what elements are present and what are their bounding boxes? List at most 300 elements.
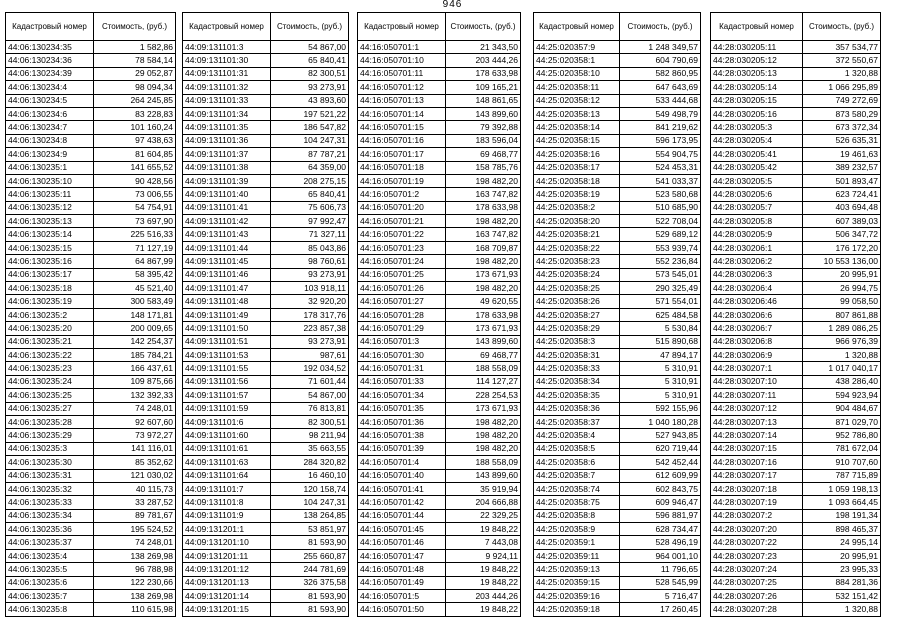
cadastral-number: 44:09:131101:40: [183, 188, 271, 201]
cadastral-number: 44:06:130235:15: [6, 241, 94, 254]
cadastral-number: 44:09:131101:32: [183, 81, 271, 94]
cost-value: 132 392,33: [94, 389, 176, 402]
cost-value: 178 633,98: [446, 67, 521, 80]
table-row: [534, 389, 701, 402]
cost-value: 5 310,91: [620, 375, 701, 388]
table-row: [358, 268, 521, 281]
cadastral-number: 44:25:020358:20: [534, 215, 620, 228]
table-row: [711, 201, 881, 214]
cost-value: 71 327,11: [271, 228, 349, 241]
cost-value: 604 790,69: [620, 54, 701, 67]
cadastral-number: 44:16:050701:44: [358, 509, 446, 522]
cost-value: 93 273,91: [271, 335, 349, 348]
cost-value: 571 554,01: [620, 295, 701, 308]
cadastral-number: 44:09:131101:34: [183, 107, 271, 120]
cadastral-number: 44:09:131101:36: [183, 134, 271, 147]
cadastral-number: 44:06:130235:5: [6, 563, 94, 576]
cost-value: 290 325,49: [620, 282, 701, 295]
table-row: [358, 576, 521, 589]
table-row: [711, 148, 881, 161]
cost-value: 527 943,85: [620, 429, 701, 442]
cadastral-number: 44:28:030207:22: [711, 536, 803, 549]
cadastral-number: 44:06:130234:36: [6, 54, 94, 67]
cost-value: 104 247,31: [271, 134, 349, 147]
header-cost: Стоимость, (руб.): [94, 13, 176, 41]
cost-value: 438 286,40: [803, 375, 881, 388]
table-row: [711, 335, 881, 348]
cost-value: 987,61: [271, 348, 349, 361]
cadastral-number: 44:06:130235:29: [6, 429, 94, 442]
cost-value: 552 236,84: [620, 255, 701, 268]
cost-value: 19 848,22: [446, 603, 521, 616]
table-row: [711, 161, 881, 174]
cadastral-number: 44:25:020358:23: [534, 255, 620, 268]
table-row: [711, 215, 881, 228]
table-row: [358, 241, 521, 254]
cost-value: 185 784,21: [94, 348, 176, 361]
cost-value: 35 919,94: [446, 482, 521, 495]
table-row: [534, 241, 701, 254]
table-row: [711, 67, 881, 80]
cadastral-number: 44:28:030206:6: [711, 308, 803, 321]
table-row: [358, 563, 521, 576]
cadastral-number: 44:28:030207:24: [711, 563, 803, 576]
table-row: [6, 241, 176, 254]
cost-value: 1 059 198,13: [803, 482, 881, 495]
cadastral-number: 44:25:020358:22: [534, 241, 620, 254]
cost-value: 195 524,52: [94, 523, 176, 536]
cost-value: 148 861,65: [446, 94, 521, 107]
table-row: [711, 536, 881, 549]
cost-value: 120 158,74: [271, 482, 349, 495]
cost-value: 138 269,98: [94, 590, 176, 603]
cadastral-number: 44:25:020358:12: [534, 94, 620, 107]
cost-value: 952 786,80: [803, 429, 881, 442]
cadastral-number: 44:16:050701:42: [358, 496, 446, 509]
cost-value: 9 924,11: [446, 549, 521, 562]
cadastral-number: 44:25:020358:36: [534, 402, 620, 415]
cost-value: 873 580,29: [803, 107, 881, 120]
table-row: [183, 523, 349, 536]
cost-value: 573 545,01: [620, 268, 701, 281]
header-kadastr: Кадастровый номер: [6, 13, 94, 41]
table-row: [534, 348, 701, 361]
table-row: [711, 482, 881, 495]
cadastral-number: 44:25:020358:26: [534, 295, 620, 308]
table-row: [358, 81, 521, 94]
cost-value: 143 899,60: [446, 335, 521, 348]
table-row: [358, 429, 521, 442]
cadastral-number: 44:25:020358:11: [534, 81, 620, 94]
cadastral-number: 44:09:131201:12: [183, 563, 271, 576]
cost-value: 198 191,34: [803, 509, 881, 522]
table-row: [534, 148, 701, 161]
cost-value: 82 300,51: [271, 415, 349, 428]
cost-value: 19 848,22: [446, 576, 521, 589]
cost-value: 533 444,68: [620, 94, 701, 107]
cadastral-number: 44:28:030207:16: [711, 456, 803, 469]
cost-value: 204 666,88: [446, 496, 521, 509]
table-row: [534, 308, 701, 321]
cadastral-number: 44:06:130235:25: [6, 389, 94, 402]
cost-value: 173 671,93: [446, 268, 521, 281]
cadastral-number: 44:28:030206:1: [711, 241, 803, 254]
cost-value: 541 033,37: [620, 174, 701, 187]
cost-value: 620 719,44: [620, 442, 701, 455]
table-row: [711, 429, 881, 442]
cadastral-number: 44:25:020358:13: [534, 107, 620, 120]
cost-value: 612 609,99: [620, 469, 701, 482]
cadastral-number: 44:25:020358:74: [534, 482, 620, 495]
cadastral-number: 44:06:130235:33: [6, 496, 94, 509]
table-row: [358, 255, 521, 268]
table-row: [711, 255, 881, 268]
cost-value: 21 343,50: [446, 41, 521, 54]
cadastral-number: 44:16:050701:39: [358, 442, 446, 455]
cost-value: 1 248 349,57: [620, 41, 701, 54]
table-row: [534, 81, 701, 94]
cost-value: 98 094,34: [94, 81, 176, 94]
table-row: [183, 348, 349, 361]
cadastral-number: 44:16:050701:12: [358, 81, 446, 94]
cost-value: 81 604,85: [94, 148, 176, 161]
cost-value: 532 151,42: [803, 590, 881, 603]
table-row: [6, 590, 176, 603]
table-row: [358, 295, 521, 308]
table-row: [711, 549, 881, 562]
table-row: [183, 255, 349, 268]
table-row: [358, 469, 521, 482]
cadastral-number: 44:16:050701:36: [358, 415, 446, 428]
cadastral-number: 44:06:130235:36: [6, 523, 94, 536]
cost-value: 54 867,00: [271, 41, 349, 54]
cost-value: 19 461,63: [803, 148, 881, 161]
cadastral-number: 44:25:020358:4: [534, 429, 620, 442]
cost-value: 198 482,20: [446, 215, 521, 228]
cadastral-number: 44:28:030205:42: [711, 161, 803, 174]
cost-value: 389 232,57: [803, 161, 881, 174]
cadastral-number: 44:28:030207:18: [711, 482, 803, 495]
cadastral-number: 44:28:030207:12: [711, 402, 803, 415]
cost-value: 20 995,91: [803, 549, 881, 562]
cadastral-number: 44:16:050701:16: [358, 134, 446, 147]
cadastral-number: 44:28:030207:25: [711, 576, 803, 589]
cadastral-number: 44:28:030207:2: [711, 509, 803, 522]
cadastral-number: 44:25:020359:18: [534, 603, 620, 616]
table-row: [183, 228, 349, 241]
table-row: [711, 590, 881, 603]
cadastral-table-1: [5, 12, 176, 617]
cadastral-number: 44:06:130234:8: [6, 134, 94, 147]
cadastral-number: 44:06:130235:16: [6, 255, 94, 268]
table-row: [534, 415, 701, 428]
table-row: [534, 603, 701, 616]
table-row: [534, 509, 701, 522]
cost-value: 24 995,14: [803, 536, 881, 549]
table-row: [358, 509, 521, 522]
table-row: [358, 41, 521, 54]
table-row: [183, 429, 349, 442]
cost-value: 1 040 180,28: [620, 415, 701, 428]
cost-value: 22 329,25: [446, 509, 521, 522]
table-row: [183, 67, 349, 80]
table-row: [6, 228, 176, 241]
cost-value: 203 444,26: [446, 590, 521, 603]
cadastral-number: 44:28:030207:26: [711, 590, 803, 603]
table-row: [183, 322, 349, 335]
table-row: [358, 402, 521, 415]
table-row: [183, 509, 349, 522]
table-row: [6, 268, 176, 281]
cadastral-number: 44:06:130235:1: [6, 161, 94, 174]
cost-value: 87 787,21: [271, 148, 349, 161]
cost-value: 19 848,22: [446, 563, 521, 576]
cost-value: 228 254,53: [446, 389, 521, 402]
table-row: [358, 375, 521, 388]
cost-value: 85 352,62: [94, 456, 176, 469]
cost-value: 208 275,15: [271, 174, 349, 187]
table-row: [534, 67, 701, 80]
cadastral-number: 44:09:131101:55: [183, 362, 271, 375]
cost-value: 1 289 086,25: [803, 322, 881, 335]
cadastral-number: 44:25:020358:7: [534, 469, 620, 482]
table-row: [6, 536, 176, 549]
cadastral-number: 44:06:130235:30: [6, 456, 94, 469]
cadastral-number: 44:16:050701:33: [358, 375, 446, 388]
table-row: [6, 362, 176, 375]
cost-value: 284 320,82: [271, 456, 349, 469]
cost-value: 173 671,93: [446, 322, 521, 335]
cadastral-number: 44:28:030206:8: [711, 335, 803, 348]
table-row: [183, 590, 349, 603]
cost-value: 71 127,19: [94, 241, 176, 254]
cost-value: 81 593,90: [271, 536, 349, 549]
table-row: [6, 255, 176, 268]
cost-value: 515 890,68: [620, 335, 701, 348]
cadastral-number: 44:25:020358:2: [534, 201, 620, 214]
table-row: [6, 576, 176, 589]
cost-value: 198 482,20: [446, 415, 521, 428]
cadastral-number: 44:16:050701:4: [358, 456, 446, 469]
cadastral-number: 44:09:131101:46: [183, 268, 271, 281]
table-row: [711, 81, 881, 94]
header-kadastr: Кадастровый номер: [711, 13, 803, 41]
table-row: [534, 295, 701, 308]
table-row: [711, 456, 881, 469]
table-row: [358, 603, 521, 616]
cost-value: 114 127,27: [446, 375, 521, 388]
cadastral-number: 44:06:130234:7: [6, 121, 94, 134]
table-row: [6, 563, 176, 576]
cadastral-number: 44:25:020358:9: [534, 523, 620, 536]
table-row: [183, 81, 349, 94]
table-row: [6, 429, 176, 442]
table-row: [711, 469, 881, 482]
table-row: [6, 335, 176, 348]
table-row: [6, 442, 176, 455]
header-cost: Стоимость, (руб.): [446, 13, 521, 41]
cost-value: 871 029,70: [803, 415, 881, 428]
table-row: [183, 442, 349, 455]
table-row: [358, 389, 521, 402]
table-row: [711, 415, 881, 428]
cost-value: 5 310,91: [620, 362, 701, 375]
cost-value: 96 788,98: [94, 563, 176, 576]
table-row: [711, 576, 881, 589]
cadastral-number: 44:28:030205:4: [711, 134, 803, 147]
table-row: [183, 549, 349, 562]
cost-value: 884 281,36: [803, 576, 881, 589]
cost-value: 609 946,47: [620, 496, 701, 509]
table-row: [183, 496, 349, 509]
cost-value: 49 620,55: [446, 295, 521, 308]
cost-value: 510 685,90: [620, 201, 701, 214]
cadastral-number: 44:28:030206:2: [711, 255, 803, 268]
cadastral-number: 44:16:050701:10: [358, 54, 446, 67]
table-row: [6, 322, 176, 335]
cadastral-number: 44:09:131101:33: [183, 94, 271, 107]
table-row: [711, 121, 881, 134]
table-row: [534, 322, 701, 335]
cadastral-number: 44:16:050701:27: [358, 295, 446, 308]
table-row: [6, 456, 176, 469]
cost-value: 142 254,37: [94, 335, 176, 348]
cost-value: 158 785,76: [446, 161, 521, 174]
cadastral-number: 44:28:030205:3: [711, 121, 803, 134]
cadastral-number: 44:09:131101:45: [183, 255, 271, 268]
table-row: [6, 174, 176, 187]
cadastral-number: 44:06:130234:6: [6, 107, 94, 120]
cost-value: 528 545,99: [620, 576, 701, 589]
cadastral-number: 44:25:020358:10: [534, 67, 620, 80]
table-row: [534, 282, 701, 295]
cadastral-number: 44:06:130235:10: [6, 174, 94, 187]
cost-value: 183 596,04: [446, 134, 521, 147]
cadastral-number: 44:09:131101:31: [183, 67, 271, 80]
cost-value: 92 607,60: [94, 415, 176, 428]
cost-value: 1 320,88: [803, 348, 881, 361]
cost-value: 65 840,41: [271, 188, 349, 201]
table-row: [183, 268, 349, 281]
cost-value: 110 615,98: [94, 603, 176, 616]
cost-value: 781 672,04: [803, 442, 881, 455]
table-row: [534, 402, 701, 415]
cadastral-number: 44:25:020358:24: [534, 268, 620, 281]
cost-value: 188 558,09: [446, 362, 521, 375]
cadastral-number: 44:09:131101:41: [183, 201, 271, 214]
table-row: [183, 134, 349, 147]
cadastral-number: 44:06:130235:4: [6, 549, 94, 562]
table-row: [358, 590, 521, 603]
cost-value: 528 496,19: [620, 536, 701, 549]
cost-value: 29 052,87: [94, 67, 176, 80]
cadastral-number: 44:16:050701:17: [358, 148, 446, 161]
table-row: [183, 295, 349, 308]
cost-value: 65 840,41: [271, 54, 349, 67]
cadastral-number: 44:16:050701:26: [358, 282, 446, 295]
cost-value: 372 550,67: [803, 54, 881, 67]
cost-value: 76 813,81: [271, 402, 349, 415]
table-row: [534, 335, 701, 348]
table-row: [6, 148, 176, 161]
cadastral-number: 44:25:020358:17: [534, 161, 620, 174]
cadastral-number: 44:09:131101:43: [183, 228, 271, 241]
cadastral-number: 44:16:050701:49: [358, 576, 446, 589]
cost-value: 11 796,65: [620, 563, 701, 576]
table-row: [183, 402, 349, 415]
cadastral-number: 44:06:130234:9: [6, 148, 94, 161]
table-row: [358, 121, 521, 134]
cost-value: 104 247,31: [271, 496, 349, 509]
cadastral-number: 44:06:130235:24: [6, 375, 94, 388]
cost-value: 97 438,63: [94, 134, 176, 147]
table-row: [711, 603, 881, 616]
cost-value: 529 689,12: [620, 228, 701, 241]
cost-value: 526 635,31: [803, 134, 881, 147]
cadastral-table-2: [182, 12, 349, 617]
table-row: [534, 228, 701, 241]
cadastral-number: 44:09:131101:9: [183, 509, 271, 522]
cost-value: 109 875,66: [94, 375, 176, 388]
cadastral-number: 44:09:131101:59: [183, 402, 271, 415]
cadastral-number: 44:28:030206:9: [711, 348, 803, 361]
table-row: [358, 536, 521, 549]
cost-value: 93 273,91: [271, 268, 349, 281]
cost-value: 5 310,91: [620, 389, 701, 402]
table-row: [183, 375, 349, 388]
table-row: [183, 469, 349, 482]
table-row: [711, 94, 881, 107]
cost-value: 97 992,47: [271, 215, 349, 228]
cadastral-number: 44:28:030205:5: [711, 174, 803, 187]
cost-value: 89 781,67: [94, 509, 176, 522]
table-row: [183, 241, 349, 254]
table-row: [534, 496, 701, 509]
cost-value: 255 660,87: [271, 549, 349, 562]
cost-value: 198 482,20: [446, 282, 521, 295]
cadastral-number: 44:16:050701:45: [358, 523, 446, 536]
table-row: [711, 348, 881, 361]
table-row: [183, 94, 349, 107]
table-row: [183, 148, 349, 161]
cadastral-number: 44:28:030205:12: [711, 54, 803, 67]
cadastral-number: 44:28:030205:8: [711, 215, 803, 228]
table-row: [534, 94, 701, 107]
table-row: [6, 107, 176, 120]
table-row: [711, 308, 881, 321]
table-row: [711, 282, 881, 295]
header-cost: Стоимость, (руб.): [271, 13, 349, 41]
cost-value: 607 389,03: [803, 215, 881, 228]
cadastral-number: 44:28:030205:15: [711, 94, 803, 107]
cadastral-number: 44:25:020358:35: [534, 389, 620, 402]
cost-value: 26 994,75: [803, 282, 881, 295]
cost-value: 596 881,97: [620, 509, 701, 522]
cadastral-number: 44:16:050701:35: [358, 402, 446, 415]
cost-value: 553 939,74: [620, 241, 701, 254]
cadastral-number: 44:25:020358:14: [534, 121, 620, 134]
cost-value: 300 583,49: [94, 295, 176, 308]
cost-value: 83 228,83: [94, 107, 176, 120]
cost-value: 109 165,21: [446, 81, 521, 94]
table-row: [183, 41, 349, 54]
table-row: [358, 134, 521, 147]
cost-value: 73 006,55: [94, 188, 176, 201]
cost-value: 203 444,26: [446, 54, 521, 67]
cadastral-number: 44:25:020358:25: [534, 282, 620, 295]
table-row: [711, 188, 881, 201]
table-row: [6, 308, 176, 321]
